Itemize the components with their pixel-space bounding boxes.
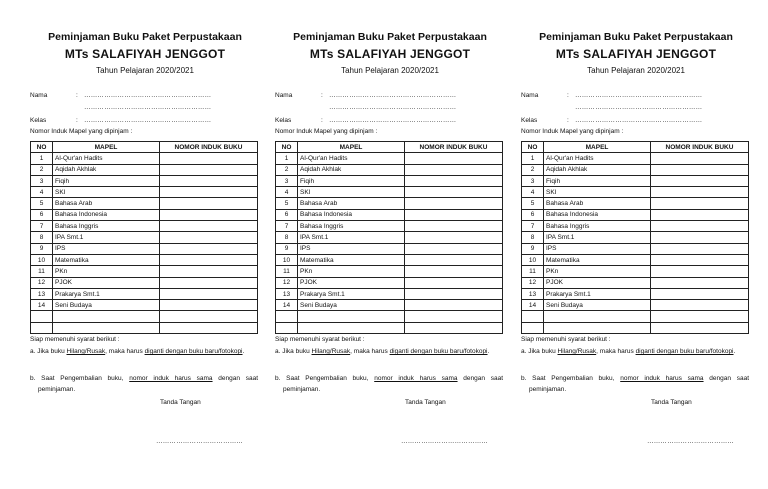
- table-row: [31, 221, 258, 232]
- col-header-nomor-induk: NOMOR INDUK BUKU: [405, 142, 503, 153]
- nama-colon: :: [321, 92, 323, 99]
- table-row: [522, 243, 749, 254]
- same-number-text: nomor induk harus sama: [620, 375, 704, 382]
- row-mapel: [53, 311, 160, 322]
- nama-label: Nama: [30, 92, 48, 99]
- mapel-table: [30, 141, 258, 334]
- table-row: [276, 277, 503, 288]
- row-nomor-induk-cell[interactable]: [405, 288, 503, 299]
- row-nomor-induk-cell[interactable]: [160, 175, 258, 186]
- row-no: [522, 311, 544, 322]
- table-row: [522, 288, 749, 299]
- kelas-field[interactable]: …………………………………………………: [575, 117, 703, 124]
- school-name: MTs SALAFIYAH JENGGOT: [64, 47, 226, 61]
- nama-label: Nama: [275, 92, 293, 99]
- signature-line[interactable]: …………………………………: [647, 438, 735, 445]
- row-nomor-induk-cell[interactable]: [405, 311, 503, 322]
- col-header-mapel: MAPEL: [53, 142, 160, 153]
- kelas-field[interactable]: …………………………………………………: [84, 117, 212, 124]
- replace-text: diganti dengan buku baru/fotokopi: [635, 348, 734, 355]
- row-no: 6: [31, 209, 53, 220]
- table-row: [31, 254, 258, 265]
- row-mapel: Seni Budaya: [544, 300, 651, 311]
- table-row: [276, 288, 503, 299]
- row-nomor-induk-cell[interactable]: [405, 209, 503, 220]
- row-nomor-induk-cell[interactable]: [651, 221, 749, 232]
- row-mapel: Prakarya Smt.1: [298, 288, 405, 299]
- row-mapel: Bahasa Arab: [298, 198, 405, 209]
- nama-field-line2[interactable]: …………………………………………………: [84, 104, 212, 111]
- lost-damaged-text: Hilang/Rusak: [557, 348, 597, 355]
- table-row: [276, 175, 503, 186]
- table-row: [522, 153, 749, 164]
- table-row: [31, 175, 258, 186]
- row-nomor-induk-cell[interactable]: [405, 164, 503, 175]
- row-no: 3: [276, 175, 298, 186]
- kelas-label: Kelas: [30, 117, 47, 124]
- requirements-intro: Siap memenuhi syarat berikut :: [521, 336, 611, 343]
- row-mapel: Fiqih: [298, 175, 405, 186]
- loan-slip-3: [521, 0, 751, 489]
- row-nomor-induk-cell[interactable]: [651, 300, 749, 311]
- table-row: [31, 198, 258, 209]
- col-header-mapel: MAPEL: [298, 142, 405, 153]
- row-no: 8: [31, 232, 53, 243]
- school-name: MTs SALAFIYAH JENGGOT: [555, 47, 717, 61]
- requirement-a: a. Jika buku Hilang/Rusak, maka harus diganti dengan buku baru/fotokopi.: [275, 348, 490, 355]
- signature-label: Tanda Tangan: [160, 399, 201, 406]
- row-mapel: Bahasa Arab: [544, 198, 651, 209]
- row-no: [522, 322, 544, 333]
- table-row: [276, 209, 503, 220]
- table-row: [522, 266, 749, 277]
- row-mapel: Prakarya Smt.1: [53, 288, 160, 299]
- kelas-field[interactable]: …………………………………………………: [329, 117, 457, 124]
- row-no: 13: [276, 288, 298, 299]
- row-mapel: PJOK: [298, 277, 405, 288]
- row-no: [31, 322, 53, 333]
- same-number-text: nomor induk harus sama: [129, 375, 213, 382]
- row-no: 7: [522, 221, 544, 232]
- table-row: [276, 243, 503, 254]
- kelas-colon: :: [321, 117, 323, 124]
- table-row: [522, 187, 749, 198]
- row-no: 12: [31, 277, 53, 288]
- table-row: [522, 311, 749, 322]
- row-mapel: Seni Budaya: [53, 300, 160, 311]
- signature-line[interactable]: …………………………………: [401, 438, 489, 445]
- table-row: [31, 300, 258, 311]
- signature-label: Tanda Tangan: [405, 399, 446, 406]
- table-row: [276, 232, 503, 243]
- col-header-mapel: MAPEL: [544, 142, 651, 153]
- row-no: 8: [276, 232, 298, 243]
- table-row: [276, 300, 503, 311]
- row-nomor-induk-cell[interactable]: [651, 187, 749, 198]
- row-mapel: [544, 311, 651, 322]
- nomor-induk-intro: Nomor Induk Mapel yang dipinjam :: [521, 128, 624, 135]
- table-row: [31, 153, 258, 164]
- row-mapel: Al-Qur'an Hadits: [544, 153, 651, 164]
- row-nomor-induk-cell[interactable]: [405, 266, 503, 277]
- row-mapel: PKn: [53, 266, 160, 277]
- row-no: 10: [522, 254, 544, 265]
- table-row: [522, 254, 749, 265]
- row-no: 14: [276, 300, 298, 311]
- table-row: [276, 153, 503, 164]
- row-nomor-induk-cell[interactable]: [160, 277, 258, 288]
- table-row: [276, 221, 503, 232]
- nama-field[interactable]: …………………………………………………: [84, 92, 212, 99]
- lost-damaged-text: Hilang/Rusak: [311, 348, 351, 355]
- requirement-b: b. Saat Pengembalian buku, nomor induk harus sama dengan saat peminjaman.: [30, 375, 259, 393]
- row-mapel: IPA Smt.1: [298, 232, 405, 243]
- row-mapel: IPS: [544, 243, 651, 254]
- mapel-table: [521, 141, 749, 334]
- school-name: MTs SALAFIYAH JENGGOT: [309, 47, 471, 61]
- kelas-label: Kelas: [275, 117, 292, 124]
- table-row: [522, 232, 749, 243]
- row-nomor-induk-cell[interactable]: [651, 254, 749, 265]
- nama-field-line2[interactable]: …………………………………………………: [329, 104, 457, 111]
- row-nomor-induk-cell[interactable]: [405, 153, 503, 164]
- row-no: 10: [276, 254, 298, 265]
- row-mapel: [298, 311, 405, 322]
- col-header-no: NO: [522, 142, 544, 153]
- row-nomor-induk-cell[interactable]: [651, 198, 749, 209]
- col-header-nomor-induk: NOMOR INDUK BUKU: [651, 142, 749, 153]
- row-no: 5: [276, 198, 298, 209]
- row-nomor-induk-cell[interactable]: [651, 153, 749, 164]
- kelas-colon: :: [76, 117, 78, 124]
- row-no: 1: [522, 153, 544, 164]
- table-row: [31, 311, 258, 322]
- row-mapel: SKI: [53, 187, 160, 198]
- kelas-colon: :: [567, 117, 569, 124]
- row-no: 2: [522, 164, 544, 175]
- row-nomor-induk-cell[interactable]: [405, 322, 503, 333]
- nama-label: Nama: [521, 92, 539, 99]
- requirements-intro: Siap memenuhi syarat berikut :: [275, 336, 365, 343]
- row-nomor-induk-cell[interactable]: [160, 266, 258, 277]
- row-no: [31, 311, 53, 322]
- row-mapel: IPA Smt.1: [53, 232, 160, 243]
- row-mapel: PKn: [298, 266, 405, 277]
- table-row: [31, 322, 258, 333]
- row-nomor-induk-cell[interactable]: [160, 221, 258, 232]
- row-mapel: Al-Qur'an Hadits: [298, 153, 405, 164]
- row-no: 4: [522, 187, 544, 198]
- row-nomor-induk-cell[interactable]: [160, 254, 258, 265]
- row-mapel: Fiqih: [544, 175, 651, 186]
- kelas-label: Kelas: [521, 117, 538, 124]
- table-row: [522, 322, 749, 333]
- slip-title: Peminjaman Buku Paket Perpustakaan: [539, 31, 733, 43]
- row-nomor-induk-cell[interactable]: [651, 288, 749, 299]
- row-mapel: Bahasa Inggris: [53, 221, 160, 232]
- row-mapel: [544, 322, 651, 333]
- row-no: 11: [31, 266, 53, 277]
- table-row: [276, 254, 503, 265]
- row-nomor-induk-cell[interactable]: [160, 243, 258, 254]
- table-row: [31, 266, 258, 277]
- row-mapel: Seni Budaya: [298, 300, 405, 311]
- row-no: 14: [522, 300, 544, 311]
- row-no: 7: [31, 221, 53, 232]
- row-no: 3: [522, 175, 544, 186]
- row-no: 7: [276, 221, 298, 232]
- academic-year: Tahun Pelajaran 2020/2021: [96, 66, 194, 75]
- row-mapel: Bahasa Inggris: [544, 221, 651, 232]
- row-no: 11: [522, 266, 544, 277]
- row-nomor-induk-cell[interactable]: [651, 164, 749, 175]
- table-row: [31, 288, 258, 299]
- row-no: 1: [276, 153, 298, 164]
- row-mapel: Bahasa Inggris: [298, 221, 405, 232]
- row-nomor-induk-cell[interactable]: [160, 322, 258, 333]
- row-no: 4: [31, 187, 53, 198]
- row-mapel: Aqidah Akhlak: [298, 164, 405, 175]
- row-mapel: IPS: [298, 243, 405, 254]
- row-mapel: Bahasa Arab: [53, 198, 160, 209]
- table-row: [522, 209, 749, 220]
- row-no: 1: [31, 153, 53, 164]
- row-nomor-induk-cell[interactable]: [160, 232, 258, 243]
- nomor-induk-intro: Nomor Induk Mapel yang dipinjam :: [30, 128, 133, 135]
- row-no: 9: [31, 243, 53, 254]
- table-row: [276, 311, 503, 322]
- row-mapel: Bahasa Indonesia: [298, 209, 405, 220]
- row-no: 6: [522, 209, 544, 220]
- row-nomor-induk-cell[interactable]: [405, 198, 503, 209]
- nama-colon: :: [76, 92, 78, 99]
- row-nomor-induk-cell[interactable]: [651, 311, 749, 322]
- col-header-no: NO: [276, 142, 298, 153]
- row-nomor-induk-cell[interactable]: [405, 187, 503, 198]
- table-row: [31, 187, 258, 198]
- signature-label: Tanda Tangan: [651, 399, 692, 406]
- row-no: 9: [276, 243, 298, 254]
- row-mapel: Bahasa Indonesia: [53, 209, 160, 220]
- mapel-table: [275, 141, 503, 334]
- row-no: [276, 322, 298, 333]
- loan-slip-1: [30, 0, 260, 489]
- row-nomor-induk-cell[interactable]: [405, 254, 503, 265]
- row-nomor-induk-cell[interactable]: [160, 300, 258, 311]
- row-nomor-induk-cell[interactable]: [651, 209, 749, 220]
- row-no: 12: [276, 277, 298, 288]
- row-mapel: PJOK: [544, 277, 651, 288]
- row-no: 8: [522, 232, 544, 243]
- table-row: [31, 209, 258, 220]
- row-nomor-induk-cell[interactable]: [651, 243, 749, 254]
- slip-title: Peminjaman Buku Paket Perpustakaan: [48, 31, 242, 43]
- row-no: 5: [522, 198, 544, 209]
- row-no: 3: [31, 175, 53, 186]
- row-nomor-induk-cell[interactable]: [405, 232, 503, 243]
- row-nomor-induk-cell[interactable]: [405, 300, 503, 311]
- row-mapel: PJOK: [53, 277, 160, 288]
- requirement-a: a. Jika buku Hilang/Rusak, maka harus diganti dengan buku baru/fotokopi.: [30, 348, 245, 355]
- row-mapel: IPS: [53, 243, 160, 254]
- academic-year: Tahun Pelajaran 2020/2021: [587, 66, 685, 75]
- row-no: 14: [31, 300, 53, 311]
- table-row: [31, 164, 258, 175]
- row-nomor-induk-cell[interactable]: [160, 198, 258, 209]
- row-no: 2: [276, 164, 298, 175]
- row-nomor-induk-cell[interactable]: [405, 277, 503, 288]
- table-row: [522, 300, 749, 311]
- row-mapel: [53, 322, 160, 333]
- row-mapel: SKI: [544, 187, 651, 198]
- table-row: [522, 221, 749, 232]
- table-row: [522, 164, 749, 175]
- replace-text: diganti dengan buku baru/fotokopi: [389, 348, 488, 355]
- table-row: [522, 175, 749, 186]
- row-no: 12: [522, 277, 544, 288]
- slip-title: Peminjaman Buku Paket Perpustakaan: [293, 31, 487, 43]
- replace-text: diganti dengan buku baru/fotokopi: [144, 348, 243, 355]
- table-row: [276, 266, 503, 277]
- table-row: [276, 198, 503, 209]
- row-mapel: Prakarya Smt.1: [544, 288, 651, 299]
- same-number-text: nomor induk harus sama: [374, 375, 458, 382]
- row-mapel: Aqidah Akhlak: [53, 164, 160, 175]
- nama-field[interactable]: …………………………………………………: [329, 92, 457, 99]
- row-mapel: Fiqih: [53, 175, 160, 186]
- row-nomor-induk-cell[interactable]: [405, 175, 503, 186]
- row-mapel: Matematika: [53, 254, 160, 265]
- row-nomor-induk-cell[interactable]: [651, 277, 749, 288]
- row-nomor-induk-cell[interactable]: [651, 266, 749, 277]
- row-no: 11: [276, 266, 298, 277]
- row-mapel: Al-Qur'an Hadits: [53, 153, 160, 164]
- requirements-intro: Siap memenuhi syarat berikut :: [30, 336, 120, 343]
- row-no: [276, 311, 298, 322]
- loan-slip-2: [275, 0, 505, 489]
- row-nomor-induk-cell[interactable]: [160, 164, 258, 175]
- row-no: 6: [276, 209, 298, 220]
- row-nomor-induk-cell[interactable]: [405, 221, 503, 232]
- row-nomor-induk-cell[interactable]: [651, 322, 749, 333]
- row-nomor-induk-cell[interactable]: [160, 209, 258, 220]
- lost-damaged-text: Hilang/Rusak: [66, 348, 106, 355]
- row-no: 4: [276, 187, 298, 198]
- table-row: [31, 232, 258, 243]
- row-mapel: Aqidah Akhlak: [544, 164, 651, 175]
- row-no: 13: [31, 288, 53, 299]
- row-nomor-induk-cell[interactable]: [160, 288, 258, 299]
- requirement-b: b. Saat Pengembalian buku, nomor induk harus sama dengan saat peminjaman.: [521, 375, 750, 393]
- row-no: 2: [31, 164, 53, 175]
- row-nomor-induk-cell[interactable]: [160, 311, 258, 322]
- col-header-nomor-induk: NOMOR INDUK BUKU: [160, 142, 258, 153]
- row-no: 5: [31, 198, 53, 209]
- row-mapel: Bahasa Indonesia: [544, 209, 651, 220]
- table-row: [276, 187, 503, 198]
- nomor-induk-intro: Nomor Induk Mapel yang dipinjam :: [275, 128, 378, 135]
- row-no: 10: [31, 254, 53, 265]
- requirement-a: a. Jika buku Hilang/Rusak, maka harus diganti dengan buku baru/fotokopi.: [521, 348, 736, 355]
- row-mapel: Matematika: [544, 254, 651, 265]
- row-mapel: IPA Smt.1: [544, 232, 651, 243]
- table-row: [522, 277, 749, 288]
- table-row: [276, 322, 503, 333]
- academic-year: Tahun Pelajaran 2020/2021: [341, 66, 439, 75]
- nama-colon: :: [567, 92, 569, 99]
- row-nomor-induk-cell[interactable]: [160, 187, 258, 198]
- table-row: [31, 243, 258, 254]
- table-row: [276, 164, 503, 175]
- col-header-no: NO: [31, 142, 53, 153]
- row-no: 9: [522, 243, 544, 254]
- nama-field-line2[interactable]: …………………………………………………: [575, 104, 703, 111]
- nama-field[interactable]: …………………………………………………: [575, 92, 703, 99]
- table-row: [31, 277, 258, 288]
- row-mapel: Matematika: [298, 254, 405, 265]
- row-mapel: [298, 322, 405, 333]
- requirement-b: b. Saat Pengembalian buku, nomor induk harus sama dengan saat peminjaman.: [275, 375, 504, 393]
- row-nomor-induk-cell[interactable]: [651, 175, 749, 186]
- row-nomor-induk-cell[interactable]: [405, 243, 503, 254]
- row-no: 13: [522, 288, 544, 299]
- table-row: [522, 198, 749, 209]
- signature-line[interactable]: …………………………………: [156, 438, 244, 445]
- row-nomor-induk-cell[interactable]: [160, 153, 258, 164]
- row-nomor-induk-cell[interactable]: [651, 232, 749, 243]
- row-mapel: SKI: [298, 187, 405, 198]
- row-mapel: PKn: [544, 266, 651, 277]
